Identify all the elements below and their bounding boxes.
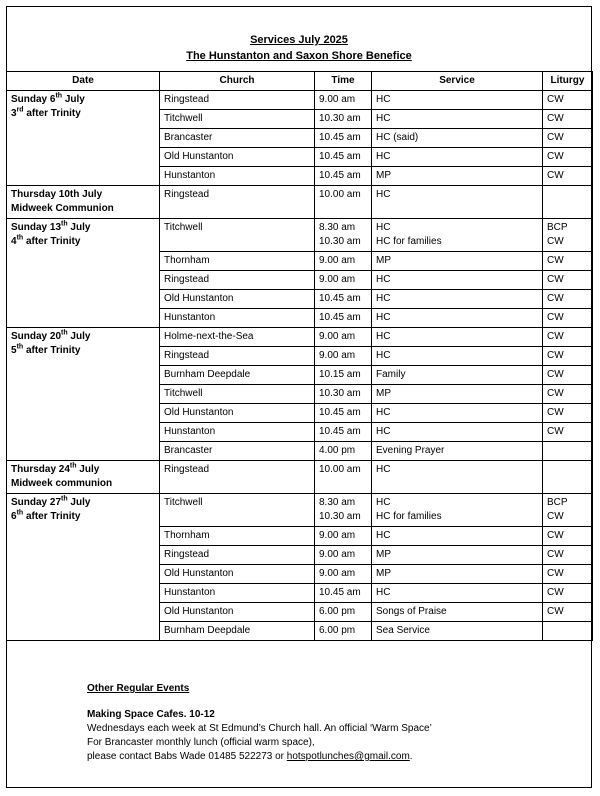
time-cell bbox=[315, 129, 372, 148]
service-cell bbox=[372, 290, 543, 309]
date-ordinal: rd bbox=[16, 106, 24, 114]
service-line: HC bbox=[376, 497, 391, 508]
time-line: 10.45 am bbox=[319, 151, 361, 162]
service-line: HC (said) bbox=[376, 132, 419, 143]
liturgy-line: CW bbox=[547, 113, 564, 124]
time-line: 6.00 pm bbox=[319, 606, 356, 617]
date-line bbox=[11, 463, 155, 477]
liturgy-cell bbox=[543, 565, 593, 584]
service-line: HC bbox=[376, 189, 391, 200]
date-line bbox=[11, 235, 155, 249]
liturgy-cell bbox=[543, 423, 593, 442]
date-cell bbox=[7, 186, 160, 219]
service-cell bbox=[372, 423, 543, 442]
events-line-3 bbox=[87, 750, 432, 764]
church-cell: Brancaster bbox=[160, 129, 315, 148]
liturgy-cell bbox=[543, 622, 593, 641]
contact-text: please contact Babs Wade 01485 522273 or bbox=[87, 751, 287, 762]
liturgy-cell bbox=[543, 167, 593, 186]
time-cell bbox=[315, 219, 372, 252]
church-cell: Old Hunstanton bbox=[160, 565, 315, 584]
liturgy-line: CW bbox=[547, 426, 564, 437]
date-line bbox=[11, 188, 155, 202]
liturgy-cell bbox=[543, 461, 593, 494]
church-cell: Hunstanton bbox=[160, 309, 315, 328]
time-line: 9.00 am bbox=[319, 255, 356, 266]
church-cell: Titchwell bbox=[160, 110, 315, 129]
liturgy-line: CW bbox=[547, 236, 564, 247]
church-cell: Ringstead bbox=[160, 186, 315, 219]
liturgy-cell bbox=[543, 186, 593, 219]
service-line: HC bbox=[376, 151, 391, 162]
date-text: Sunday 13 bbox=[11, 222, 62, 233]
date-rest: July bbox=[67, 331, 91, 342]
contact-email-link[interactable]: hotspotlunches@gmail.com bbox=[286, 751, 410, 762]
date-text: Sunday 6 bbox=[11, 94, 56, 105]
table-row bbox=[7, 186, 593, 219]
liturgy-line: CW bbox=[547, 606, 564, 617]
time-line: 10.45 am bbox=[319, 170, 361, 181]
time-cell bbox=[315, 271, 372, 290]
church-cell: Ringstead bbox=[160, 271, 315, 290]
date-ordinal: th bbox=[16, 234, 24, 242]
time-line: 10.45 am bbox=[319, 132, 361, 143]
service-line: HC bbox=[376, 312, 391, 323]
table-header-row bbox=[7, 72, 593, 91]
time-line: 10.45 am bbox=[319, 407, 361, 418]
time-line: 10.30 am bbox=[319, 113, 361, 124]
church-cell: Hunstanton bbox=[160, 167, 315, 186]
liturgy-line: CW bbox=[547, 94, 564, 105]
date-text: Sunday 20 bbox=[11, 331, 62, 342]
other-events bbox=[87, 682, 432, 764]
time-cell bbox=[315, 186, 372, 219]
liturgy-cell bbox=[543, 385, 593, 404]
time-cell bbox=[315, 252, 372, 271]
service-line: HC for families bbox=[376, 511, 442, 522]
date-rest: after Trinity bbox=[23, 511, 81, 522]
service-line: HC bbox=[376, 426, 391, 437]
time-cell bbox=[315, 565, 372, 584]
church-cell: Old Hunstanton bbox=[160, 404, 315, 423]
liturgy-line: BCP bbox=[547, 222, 568, 233]
date-line bbox=[11, 496, 155, 510]
time-cell bbox=[315, 603, 372, 622]
date-text: 6 bbox=[11, 511, 17, 522]
date-text: Sunday 27 bbox=[11, 497, 62, 508]
date-line bbox=[11, 202, 155, 216]
service-line: HC bbox=[376, 222, 391, 233]
time-cell bbox=[315, 385, 372, 404]
church-cell: Old Hunstanton bbox=[160, 603, 315, 622]
date-cell bbox=[7, 219, 160, 328]
time-line: 4.00 pm bbox=[319, 445, 356, 456]
table-row bbox=[7, 461, 593, 494]
church-cell: Hunstanton bbox=[160, 584, 315, 603]
date-line bbox=[11, 107, 155, 121]
time-cell bbox=[315, 110, 372, 129]
time-line: 9.00 am bbox=[319, 568, 356, 579]
church-cell: Brancaster bbox=[160, 442, 315, 461]
service-cell bbox=[372, 271, 543, 290]
church-cell: Burnham Deepdale bbox=[160, 622, 315, 641]
liturgy-line: CW bbox=[547, 511, 564, 522]
church-cell: Ringstead bbox=[160, 91, 315, 110]
service-line: HC bbox=[376, 587, 391, 598]
service-cell bbox=[372, 461, 543, 494]
time-cell bbox=[315, 546, 372, 565]
liturgy-cell bbox=[543, 271, 593, 290]
church-cell: Old Hunstanton bbox=[160, 148, 315, 167]
date-ordinal: th bbox=[16, 509, 24, 517]
time-line: 8.30 am bbox=[319, 497, 356, 508]
header-date: Date bbox=[7, 72, 160, 91]
liturgy-cell bbox=[543, 328, 593, 347]
date-cell bbox=[7, 328, 160, 461]
liturgy-line: CW bbox=[547, 151, 564, 162]
time-line: 9.00 am bbox=[319, 331, 356, 342]
services-sheet bbox=[6, 6, 592, 788]
liturgy-line: CW bbox=[547, 331, 564, 342]
liturgy-cell bbox=[543, 347, 593, 366]
date-line bbox=[11, 93, 155, 107]
liturgy-cell bbox=[543, 494, 593, 527]
liturgy-line: CW bbox=[547, 312, 564, 323]
table-row bbox=[7, 219, 593, 252]
services-table bbox=[6, 71, 593, 641]
date-line bbox=[11, 510, 155, 524]
service-line: HC bbox=[376, 331, 391, 342]
header-liturgy: Liturgy bbox=[543, 72, 593, 91]
service-cell bbox=[372, 565, 543, 584]
time-line: 10.45 am bbox=[319, 293, 361, 304]
service-cell bbox=[372, 110, 543, 129]
time-line: 9.00 am bbox=[319, 94, 356, 105]
liturgy-line: CW bbox=[547, 274, 564, 285]
table-row bbox=[7, 494, 593, 527]
liturgy-cell bbox=[543, 404, 593, 423]
church-cell: Titchwell bbox=[160, 494, 315, 527]
liturgy-line: CW bbox=[547, 530, 564, 541]
time-cell bbox=[315, 309, 372, 328]
service-cell bbox=[372, 527, 543, 546]
service-cell bbox=[372, 219, 543, 252]
table-row bbox=[7, 328, 593, 347]
church-cell: Titchwell bbox=[160, 219, 315, 252]
service-line: MP bbox=[376, 388, 391, 399]
time-cell bbox=[315, 290, 372, 309]
liturgy-line: CW bbox=[547, 587, 564, 598]
date-line bbox=[11, 344, 155, 358]
liturgy-line: CW bbox=[547, 350, 564, 361]
liturgy-line: CW bbox=[547, 170, 564, 181]
date-rest: after Trinity bbox=[23, 345, 81, 356]
date-text: Midweek communion bbox=[11, 478, 113, 489]
service-cell bbox=[372, 603, 543, 622]
time-line: 6.00 pm bbox=[319, 625, 356, 636]
time-cell bbox=[315, 366, 372, 385]
time-cell bbox=[315, 442, 372, 461]
date-text: Thursday 10th July bbox=[11, 189, 103, 200]
service-line: HC bbox=[376, 464, 391, 475]
time-line: 10.00 am bbox=[319, 464, 361, 475]
liturgy-cell bbox=[543, 527, 593, 546]
time-line: 10.45 am bbox=[319, 426, 361, 437]
liturgy-line: CW bbox=[547, 255, 564, 266]
liturgy-cell bbox=[543, 546, 593, 565]
church-cell: Burnham Deepdale bbox=[160, 366, 315, 385]
service-cell bbox=[372, 167, 543, 186]
date-rest: July bbox=[67, 497, 91, 508]
date-ordinal: th bbox=[55, 92, 63, 100]
time-cell bbox=[315, 328, 372, 347]
events-subheading: Making Space Cafes. 10-12 bbox=[87, 709, 215, 720]
service-cell bbox=[372, 385, 543, 404]
time-cell bbox=[315, 423, 372, 442]
date-text: 3 bbox=[11, 108, 17, 119]
time-cell bbox=[315, 461, 372, 494]
service-line: HC bbox=[376, 407, 391, 418]
date-rest: July bbox=[67, 222, 91, 233]
service-cell bbox=[372, 91, 543, 110]
time-cell bbox=[315, 584, 372, 603]
service-line: MP bbox=[376, 170, 391, 181]
service-line: HC bbox=[376, 530, 391, 541]
liturgy-line: CW bbox=[547, 369, 564, 380]
liturgy-line: CW bbox=[547, 132, 564, 143]
date-rest: after Trinity bbox=[23, 108, 81, 119]
liturgy-cell bbox=[543, 442, 593, 461]
date-text: 4 bbox=[11, 236, 17, 247]
service-cell bbox=[372, 622, 543, 641]
page-subtitle: The Hunstanton and Saxon Shore Benefice bbox=[186, 50, 412, 62]
time-line: 10.45 am bbox=[319, 587, 361, 598]
liturgy-cell bbox=[543, 290, 593, 309]
service-cell bbox=[372, 366, 543, 385]
date-rest: July bbox=[76, 464, 100, 475]
contact-suffix: . bbox=[409, 751, 413, 762]
time-line: 10.00 am bbox=[319, 189, 361, 200]
time-cell bbox=[315, 527, 372, 546]
time-cell bbox=[315, 622, 372, 641]
service-cell bbox=[372, 404, 543, 423]
liturgy-cell bbox=[543, 603, 593, 622]
church-cell: Ringstead bbox=[160, 461, 315, 494]
church-cell: Old Hunstanton bbox=[160, 290, 315, 309]
church-cell: Thornham bbox=[160, 527, 315, 546]
service-line: MP bbox=[376, 255, 391, 266]
service-cell bbox=[372, 584, 543, 603]
date-cell bbox=[7, 91, 160, 186]
church-cell: Ringstead bbox=[160, 347, 315, 366]
time-cell bbox=[315, 404, 372, 423]
time-line: 9.00 am bbox=[319, 549, 356, 560]
service-line: Sea Service bbox=[376, 625, 430, 636]
time-line: 9.00 am bbox=[319, 274, 356, 285]
header-time: Time bbox=[315, 72, 372, 91]
title-block bbox=[7, 32, 591, 64]
service-cell bbox=[372, 328, 543, 347]
date-line bbox=[11, 330, 155, 344]
events-line-2: For Brancaster monthly lunch (official warm space), bbox=[87, 737, 315, 748]
service-cell bbox=[372, 546, 543, 565]
service-cell bbox=[372, 252, 543, 271]
date-text: Midweek Communion bbox=[11, 203, 114, 214]
time-line: 10.45 am bbox=[319, 312, 361, 323]
service-cell bbox=[372, 129, 543, 148]
time-cell bbox=[315, 494, 372, 527]
time-line: 9.00 am bbox=[319, 530, 356, 541]
liturgy-line: CW bbox=[547, 549, 564, 560]
time-line: 8.30 am bbox=[319, 222, 356, 233]
liturgy-cell bbox=[543, 129, 593, 148]
service-line: MP bbox=[376, 549, 391, 560]
church-cell: Ringstead bbox=[160, 546, 315, 565]
date-text: 5 bbox=[11, 345, 17, 356]
liturgy-line: CW bbox=[547, 388, 564, 399]
date-rest: after Trinity bbox=[23, 236, 81, 247]
time-line: 10.30 am bbox=[319, 511, 361, 522]
time-line: 10.15 am bbox=[319, 369, 361, 380]
liturgy-cell bbox=[543, 91, 593, 110]
liturgy-line: CW bbox=[547, 568, 564, 579]
church-cell: Holme-next-the-Sea bbox=[160, 328, 315, 347]
time-cell bbox=[315, 347, 372, 366]
service-cell bbox=[372, 148, 543, 167]
date-text: Thursday 24 bbox=[11, 464, 70, 475]
date-cell bbox=[7, 461, 160, 494]
date-line bbox=[11, 221, 155, 235]
time-line: 10.30 am bbox=[319, 236, 361, 247]
date-ordinal: th bbox=[16, 343, 24, 351]
events-line-1: Wednesdays each week at St Edmund’s Church hall. An official ‘Warm Space’ bbox=[87, 723, 432, 734]
service-line: MP bbox=[376, 568, 391, 579]
service-line: HC bbox=[376, 293, 391, 304]
date-rest: July bbox=[62, 94, 85, 105]
service-cell bbox=[372, 494, 543, 527]
header-church: Church bbox=[160, 72, 315, 91]
liturgy-line: BCP bbox=[547, 497, 568, 508]
church-cell: Thornham bbox=[160, 252, 315, 271]
service-line: HC bbox=[376, 94, 391, 105]
church-cell: Hunstanton bbox=[160, 423, 315, 442]
service-line: HC bbox=[376, 113, 391, 124]
date-ordinal: th bbox=[61, 220, 68, 228]
service-line: HC for families bbox=[376, 236, 442, 247]
date-ordinal: th bbox=[69, 462, 77, 470]
liturgy-line: CW bbox=[547, 293, 564, 304]
date-cell bbox=[7, 494, 160, 641]
time-cell bbox=[315, 91, 372, 110]
time-cell bbox=[315, 167, 372, 186]
liturgy-cell bbox=[543, 309, 593, 328]
service-line: Songs of Praise bbox=[376, 606, 447, 617]
time-line: 10.30 am bbox=[319, 388, 361, 399]
liturgy-cell bbox=[543, 584, 593, 603]
service-cell bbox=[372, 347, 543, 366]
service-cell bbox=[372, 442, 543, 461]
header-service: Service bbox=[372, 72, 543, 91]
liturgy-cell bbox=[543, 366, 593, 385]
table-body bbox=[7, 91, 593, 641]
events-heading: Other Regular Events bbox=[87, 683, 190, 694]
liturgy-line: CW bbox=[547, 407, 564, 418]
time-cell bbox=[315, 148, 372, 167]
service-cell bbox=[372, 186, 543, 219]
service-line: Family bbox=[376, 369, 406, 380]
liturgy-cell bbox=[543, 110, 593, 129]
date-ordinal: th bbox=[61, 329, 68, 337]
date-line bbox=[11, 477, 155, 491]
time-line: 9.00 am bbox=[319, 350, 356, 361]
date-ordinal: th bbox=[61, 495, 68, 503]
church-cell: Titchwell bbox=[160, 385, 315, 404]
service-line: HC bbox=[376, 350, 391, 361]
service-cell bbox=[372, 309, 543, 328]
liturgy-cell bbox=[543, 148, 593, 167]
table-row bbox=[7, 91, 593, 110]
service-line: HC bbox=[376, 274, 391, 285]
liturgy-cell bbox=[543, 252, 593, 271]
liturgy-cell bbox=[543, 219, 593, 252]
service-line: Evening Prayer bbox=[376, 445, 445, 456]
page-title: Services July 2025 bbox=[250, 34, 348, 46]
